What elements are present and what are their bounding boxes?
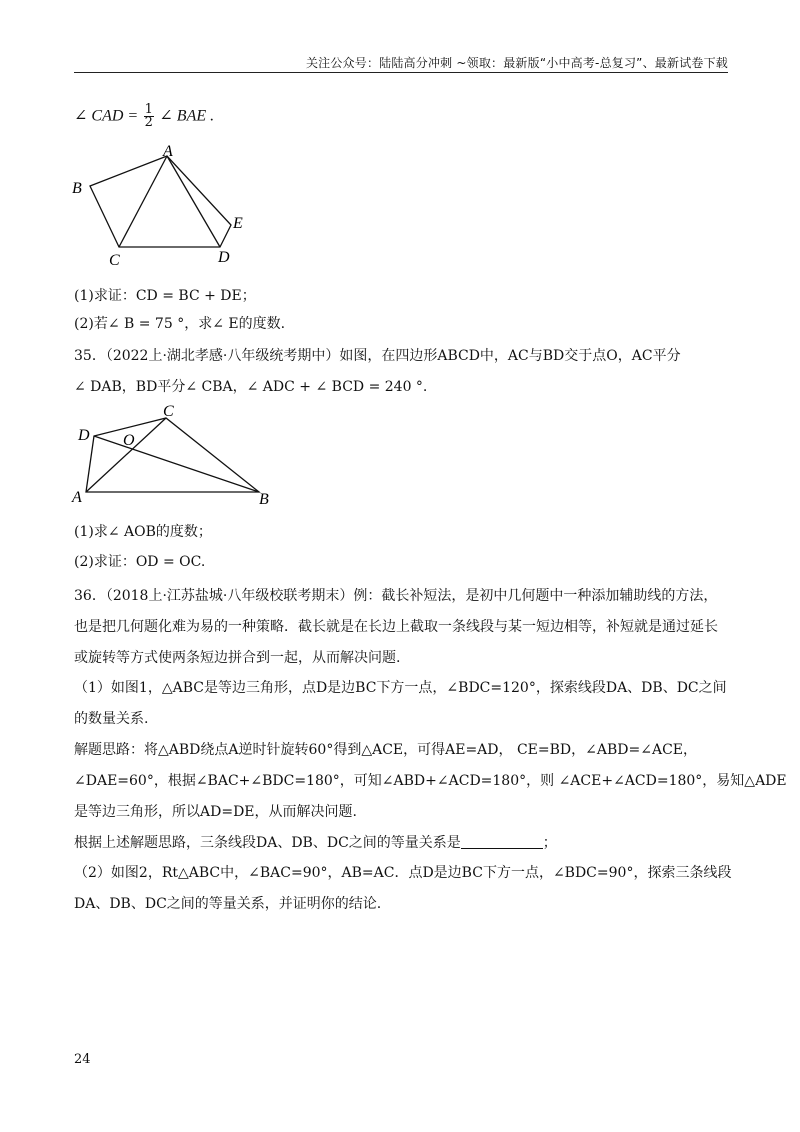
q36-line7: ∠DAE=60°，根据∠BAC+∠BDC=180°，可知∠ABD+∠ACD=180°，则 ∠ACE+∠ACD=180°，易知△ADE	[74, 773, 787, 789]
half-fraction	[144, 104, 154, 129]
q34-pre: ∠ CAD =	[74, 107, 139, 125]
q34-part2: (2)若∠ B = 75 °，求∠ E的度数.	[74, 316, 286, 332]
label-a: A	[163, 143, 173, 160]
answer-blank[interactable]	[461, 834, 543, 849]
label-a: A	[72, 489, 82, 506]
q36-line11: DA、DB、DC之间的等量关系，并证明你的结论.	[74, 896, 382, 912]
label-c: C	[109, 252, 120, 269]
q36-line9-end: ；	[542, 835, 557, 851]
q36-line10: （2）如图2，Rt△ABC中，∠BAC=90°，AB=AC．点D是边BC下方一点，∠BDC=90°，探索三条线段	[74, 865, 732, 881]
q36-line9-text: 根据上述解题思路，三条线段DA、DB、DC之间的等量关系是	[74, 835, 461, 851]
q36-line3: 或旋转等方式使两条短边拼合到一起，从而解决问题.	[74, 650, 401, 666]
q34-part1: (1)求证：CD = BC + DE；	[74, 288, 256, 304]
q36-line5: 的数量关系.	[74, 711, 149, 727]
label-c: C	[163, 403, 174, 420]
label-e: E	[233, 215, 243, 232]
q34-condition	[74, 104, 214, 129]
q34-post: ∠ BAE .	[159, 107, 215, 125]
q35-part2: (2)求证：OD = OC.	[74, 554, 206, 570]
q36-line2: 也是把几何题化难为易的一种策略．截长就是在长边上截取一条线段与某一短边相等，补短就是通过延长	[74, 619, 718, 635]
fraction-denominator: 2	[144, 115, 153, 130]
label-d: D	[78, 427, 90, 444]
q36-line6: 解题思路：将△ABD绕点A逆时针旋转60°得到△ACE，可得AE=AD， CE=BD，∠ABD=∠ACE，	[74, 742, 697, 758]
diagonal-ac	[86, 418, 166, 492]
segment-ad	[167, 156, 220, 247]
q35-line2: ∠ DAB，BD平分∠ CBA，∠ ADC + ∠ BCD = 240 °.	[74, 379, 428, 395]
label-b: B	[259, 491, 269, 508]
diagonal-bd	[94, 436, 259, 492]
q36-line8: 是等边三角形，所以AD=DE，从而解决问题.	[74, 804, 357, 820]
label-o: O	[123, 432, 135, 449]
segment-ac	[119, 156, 167, 247]
q36-line9	[74, 833, 557, 853]
header-text: 关注公众号：陆陆高分冲刺 ~领取：最新版“小中高考-总复习”、最新试卷下载	[305, 56, 728, 70]
fraction-numerator: 1	[144, 102, 153, 117]
page-number: 24	[74, 1052, 91, 1067]
q35-line1: 35．（2022上·湖北孝感·八年级统考期中）如图，在四边形ABCD中，AC与BD交于点O，AC平分	[74, 348, 681, 364]
q35-part1: (1)求∠ AOB的度数；	[74, 524, 212, 540]
label-b: B	[72, 180, 82, 197]
label-d: D	[218, 249, 230, 266]
q36-line1: 36．（2018上·江苏盐城·八年级校联考期末）例：截长补短法，是初中几何题中一种添加辅助线的方法，	[74, 588, 718, 604]
figure-quadrilateral	[70, 400, 280, 510]
quad-outline	[86, 418, 259, 492]
page-header	[74, 50, 728, 73]
q36-line4: （1）如图1，△ABC是等边三角形，点D是边BC下方一点，∠BDC=120°，探索线段DA、DB、DC之间	[74, 680, 727, 696]
figure-pentagon	[60, 140, 260, 270]
